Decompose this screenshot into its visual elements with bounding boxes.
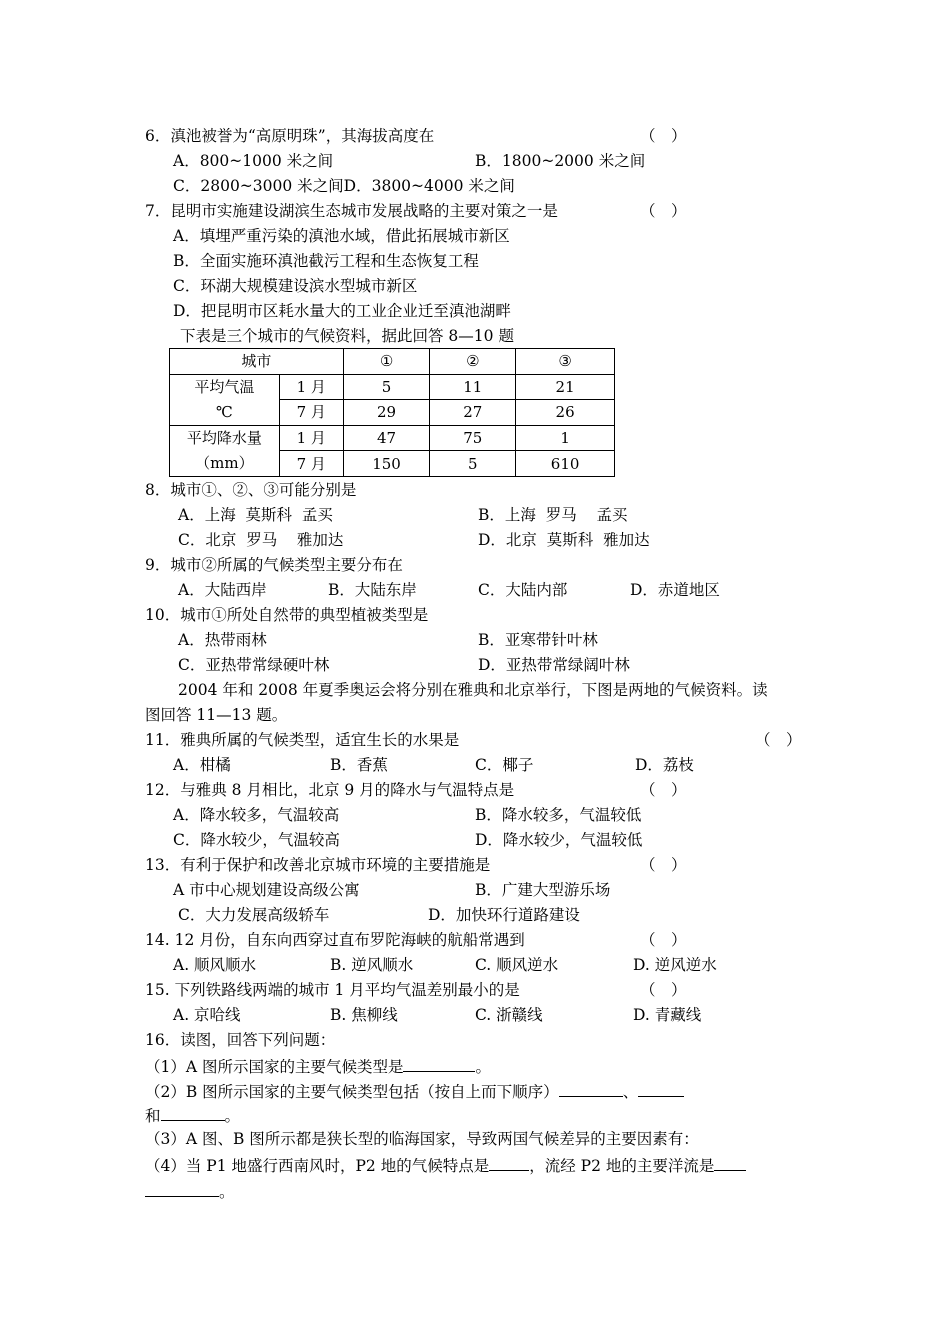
q10-stem: 10．城市①所处自然带的典型植被类型是 (145, 606, 429, 624)
q14-stem: 14. 12 月份，自东向西穿过直布罗陀海峡的航船常遇到 (145, 931, 525, 949)
q10-option-c: C．亚热带常绿硬叶林 (178, 656, 330, 674)
q11-answer-paren: （ ） (755, 731, 802, 749)
table-header-row (170, 349, 615, 375)
q7-option-d: D．把昆明市区耗水量大的工业企业迁至滇池湖畔 (173, 302, 511, 320)
table-cell: 75 (430, 425, 516, 451)
header-city-3: ③ (516, 349, 615, 375)
q11-stem: 11．雅典所属的气候类型，适宜生长的水果是 (145, 731, 460, 749)
q10-option-b: B．亚寒带针叶林 (478, 631, 598, 649)
month-label: 1 月 (279, 425, 343, 451)
temp-unit: ℃ (170, 400, 280, 426)
q16-part4-end: 。 (219, 1183, 235, 1201)
q16-part4-text: （4）当 P1 地盛行西南风时，P2 地的气候特点是 (145, 1157, 490, 1175)
q14-option-d: D. 逆风逆水 (633, 956, 717, 974)
table-cell: 21 (516, 374, 615, 400)
q9-option-d: D．赤道地区 (630, 581, 720, 599)
table-cell: 47 (343, 425, 430, 451)
q15-option-d: D. 青藏线 (633, 1006, 702, 1024)
q15-stem: 15. 下列铁路线两端的城市 1 月平均气温差别最小的是 (145, 981, 520, 999)
answer-blank[interactable] (489, 1154, 529, 1171)
q6-option-b: B．1800~2000 米之间 (475, 152, 646, 170)
q14-answer-paren: （ ） (640, 931, 687, 949)
q14-option-a: A. 顺风顺水 (173, 956, 257, 974)
month-label: 1 月 (279, 374, 343, 400)
answer-blank[interactable] (559, 1080, 623, 1097)
q16-part4-continued (145, 1180, 235, 1202)
table-cell: 11 (430, 374, 516, 400)
q9-option-a: A．大陆西岸 (178, 581, 267, 599)
q13-option-a: A 市中心规划建设高级公寓 (173, 881, 360, 899)
climate-table (169, 348, 615, 477)
answer-blank[interactable] (145, 1180, 219, 1197)
q16-part2-end: 。 (224, 1107, 241, 1125)
q9-option-c: C．大陆内部 (478, 581, 568, 599)
table-cell: 29 (343, 400, 430, 426)
q6-option-cd: C．2800~3000 米之间D．3800~4000 米之间 (173, 177, 515, 195)
header-city: 城市 (170, 349, 344, 375)
q12-option-d: D．降水较少，气温较低 (475, 831, 643, 849)
rain-unit: （mm） (170, 451, 280, 477)
q9-stem: 9．城市②所属的气候类型主要分布在 (145, 556, 403, 574)
answer-blank[interactable] (403, 1055, 475, 1072)
q16-part3: （3）A 图、B 图所示都是狭长型的临海国家，导致两国气候差异的主要因素有： (145, 1130, 699, 1148)
q8-option-d: D．北京 莫斯科 雅加达 (478, 531, 650, 549)
table-row (170, 425, 615, 451)
q15-option-c: C. 浙赣线 (475, 1006, 543, 1024)
q13-option-c: C．大力发展高级轿车 (178, 906, 330, 924)
q11-option-a: A．柑橘 (173, 756, 231, 774)
q15-option-b: B. 焦柳线 (330, 1006, 398, 1024)
q16-part2-sep: 、 (622, 1083, 639, 1101)
q16-part4 (145, 1154, 746, 1176)
q11-option-d: D．荔枝 (635, 756, 694, 774)
table-cell: 150 (343, 451, 430, 477)
q7-option-a: A．填埋严重污染的滇池水域，借此拓展城市新区 (173, 227, 510, 245)
header-city-1: ① (343, 349, 430, 375)
q16-part1-text: （1）A 图所示国家的主要气候类型是 (145, 1058, 404, 1076)
q12-option-c: C．降水较少，气温较高 (173, 831, 340, 849)
q16-stem: 16．读图，回答下列问题： (145, 1031, 336, 1049)
q13-option-b: B．广建大型游乐场 (475, 881, 611, 899)
table-cell: 5 (343, 374, 430, 400)
q15-answer-paren: （ ） (640, 981, 687, 999)
q13-option-d: D．加快环行道路建设 (428, 906, 580, 924)
q7-option-c: C．环湖大规模建设滨水型城市新区 (173, 277, 418, 295)
q7-stem: 7．昆明市实施建设湖滨生态城市发展战略的主要对策之一是 (145, 202, 558, 220)
q14-option-b: B. 逆风顺水 (330, 956, 414, 974)
intro-11-13-line2: 图回答 11—13 题。 (145, 706, 288, 724)
q6-stem: 6．滇池被誉为“高原明珠”，其海拔高度在 (145, 127, 435, 145)
q16-part2-text: （2）B 图所示国家的主要气候类型包括（按自上而下顺序） (145, 1083, 559, 1101)
header-city-2: ② (430, 349, 516, 375)
q12-option-b: B．降水较多，气温较低 (475, 806, 642, 824)
intro-11-13-line1: 2004 年和 2008 年夏季奥运会将分别在雅典和北京举行，下图是两地的气候资料。读 (178, 681, 768, 699)
q16-part4-mid: ，流经 P2 地的主要洋流是 (529, 1157, 715, 1175)
temp-label: 平均气温 (170, 374, 280, 400)
table-intro: 下表是三个城市的气候资料，据此回答 8—10 题 (180, 327, 514, 345)
answer-blank[interactable] (638, 1080, 684, 1097)
q6-answer-paren: （ ） (640, 127, 687, 145)
table-row (170, 451, 615, 477)
q16-part2-and: 和 (145, 1107, 161, 1125)
q9-option-b: B．大陆东岸 (328, 581, 417, 599)
q7-answer-paren: （ ） (640, 202, 687, 220)
q8-option-a: A．上海 莫斯科 孟买 (178, 506, 333, 524)
q10-option-a: A．热带雨林 (178, 631, 267, 649)
q16-part1 (145, 1055, 491, 1077)
q11-option-c: C．椰子 (475, 756, 534, 774)
table-row (170, 374, 615, 400)
q8-option-b: B．上海 罗马 孟买 (478, 506, 628, 524)
q7-option-b: B．全面实施环滇池截污工程和生态恢复工程 (173, 252, 479, 270)
table-cell: 1 (516, 425, 615, 451)
q8-option-c: C．北京 罗马 雅加达 (178, 531, 344, 549)
q6-option-a: A．800~1000 米之间 (173, 152, 334, 170)
q15-option-a: A. 京哈线 (173, 1006, 241, 1024)
q16-part1-end: 。 (475, 1058, 491, 1076)
table-cell: 26 (516, 400, 615, 426)
q13-stem: 13．有利于保护和改善北京城市环境的主要措施是 (145, 856, 491, 874)
q12-answer-paren: （ ） (640, 781, 687, 799)
q10-option-d: D．亚热带常绿阔叶林 (478, 656, 630, 674)
month-label: 7 月 (279, 451, 343, 477)
q13-answer-paren: （ ） (640, 856, 687, 874)
table-cell: 610 (516, 451, 615, 477)
table-cell: 27 (430, 400, 516, 426)
table-cell: 5 (430, 451, 516, 477)
q11-option-b: B．香蕉 (330, 756, 388, 774)
answer-blank[interactable] (714, 1154, 746, 1171)
q12-option-a: A．降水较多，气温较高 (173, 806, 340, 824)
q16-part2-continued (145, 1104, 240, 1126)
q16-part2 (145, 1080, 684, 1102)
table-row (170, 400, 615, 426)
q14-option-c: C. 顺风逆水 (475, 956, 559, 974)
rain-label: 平均降水量 (170, 425, 280, 451)
month-label: 7 月 (279, 400, 343, 426)
q8-stem: 8．城市①、②、③可能分别是 (145, 481, 357, 499)
answer-blank[interactable] (161, 1104, 225, 1121)
q12-stem: 12．与雅典 8 月相比，北京 9 月的降水与气温特点是 (145, 781, 515, 799)
